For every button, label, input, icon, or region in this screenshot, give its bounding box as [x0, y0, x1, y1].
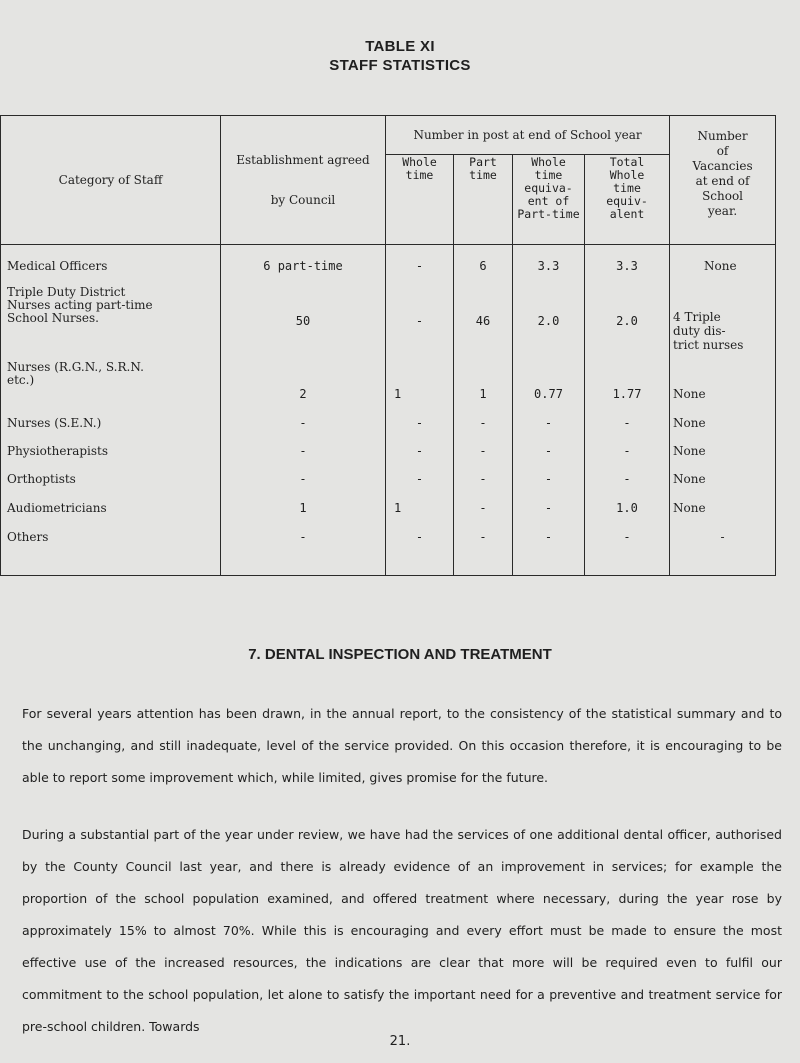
- cell-equivalent: -: [544, 416, 553, 430]
- column-total-equivalent: [585, 245, 670, 576]
- cell-category: Triple Duty District Nurses acting part-time School Nurses.: [7, 285, 153, 325]
- header-establishment: Establishment agreed by Council: [221, 116, 386, 245]
- cell-total: 1.0: [616, 501, 638, 515]
- header-category: Category of Staff: [1, 116, 221, 245]
- cell-part-time: -: [479, 416, 487, 430]
- table-bottom-rule: [1, 576, 776, 577]
- header-whole-time: [386, 155, 454, 245]
- header-number-in-post: Number in post at end of School year: [386, 116, 670, 155]
- table-subtitle: STAFF STATISTICS: [329, 57, 471, 74]
- cell-vacancies: None: [673, 501, 706, 515]
- cell-part-time: -: [479, 444, 487, 458]
- page-number: 21.: [389, 1034, 411, 1049]
- header-vacancies: Number of Vacancies at end of School year.: [670, 116, 776, 245]
- header-whole-time-text: Whole time: [402, 155, 437, 182]
- cell-equivalent: -: [544, 444, 553, 458]
- cell-whole-time: 1: [394, 501, 402, 515]
- header-whole-time-equivalent-text: Whole time equiva- ent of Part-time: [517, 155, 580, 221]
- header-part-time-text: Part time: [469, 155, 497, 182]
- table-title: TABLE XI: [365, 38, 435, 55]
- cell-whole-time: -: [415, 444, 424, 458]
- cell-category: Nurses (R.G.N., S.R.N. etc.): [7, 360, 144, 387]
- cell-vacancies: None: [673, 472, 706, 486]
- cell-equivalent: 2.0: [537, 314, 560, 328]
- section-heading: 7. DENTAL INSPECTION AND TREATMENT: [248, 646, 552, 663]
- cell-part-time: -: [479, 501, 487, 515]
- cell-category: Medical Officers: [7, 259, 108, 273]
- cell-part-time: -: [479, 472, 487, 486]
- body-paragraph: For several years attention has been drawn, in the annual report, to the consistency of the statistical summary and to the unchanging, and still inadequate, level of the service provided. On this occasion therefore, it is encouraging to be able to report some improvement which, while limited, gives promise for the future.: [22, 706, 782, 785]
- cell-equivalent: -: [544, 530, 553, 544]
- cell-total: -: [623, 416, 631, 430]
- column-category: [1, 245, 221, 576]
- cell-category: Others: [7, 530, 49, 544]
- cell-category: Physiotherapists: [7, 444, 109, 458]
- staff-statistics-table: [0, 115, 776, 576]
- column-vacancies: [670, 245, 776, 576]
- cell-establishment: -: [299, 472, 307, 486]
- cell-establishment: 2: [299, 387, 307, 401]
- cell-whole-time: -: [415, 259, 424, 273]
- column-part-time: [454, 245, 513, 576]
- cell-equivalent: 0.77: [534, 387, 563, 401]
- cell-establishment: 50: [295, 314, 311, 328]
- cell-part-time: 6: [479, 259, 487, 273]
- cell-vacancies: 4 Triple duty dis- trict nurses: [673, 310, 744, 352]
- cell-category: Orthoptists: [7, 472, 76, 486]
- cell-establishment: -: [299, 444, 307, 458]
- cell-total: -: [623, 530, 631, 544]
- cell-part-time: -: [479, 530, 487, 544]
- cell-whole-time: -: [415, 530, 424, 544]
- cell-equivalent: 3.3: [537, 259, 560, 273]
- cell-equivalent: -: [544, 501, 553, 515]
- cell-equivalent: -: [544, 472, 553, 486]
- cell-establishment: -: [299, 530, 307, 544]
- header-part-time: [454, 155, 513, 245]
- cell-establishment: 1: [299, 501, 307, 515]
- cell-total: -: [623, 444, 631, 458]
- cell-whole-time: -: [415, 472, 424, 486]
- header-total-equivalent: [585, 155, 670, 245]
- cell-establishment: -: [299, 416, 307, 430]
- body-paragraph: During a substantial part of the year under review, we have had the services of one additional dental officer, authorised by the County Council last year, and there is already evidence of an improvement in services; for example the proportion of the school population examined, and offered treatment where necessary, during the year rose by approximately 15% to almost 70%. While this is encouraging and every effort must be made to ensure the most effective use of the increased resources, the indications are clear that more will be required even to fulfil our commitment to the school population, let alone to satisfy the important need for a preventive and treatment service for pre-school children. Towards: [22, 827, 782, 1034]
- cell-total: 3.3: [616, 259, 638, 273]
- cell-category: Audiometricians: [7, 501, 107, 515]
- cell-total: -: [623, 472, 631, 486]
- header-total-equivalent-text: Total Whole time equiv- alent: [606, 155, 648, 221]
- cell-total: 1.77: [612, 387, 642, 401]
- cell-whole-time: 1: [394, 387, 402, 401]
- cell-vacancies: None: [673, 387, 706, 401]
- column-whole-time-equivalent: [513, 245, 585, 576]
- cell-whole-time: -: [415, 416, 424, 430]
- cell-part-time: 46: [475, 314, 491, 328]
- column-whole-time: [386, 245, 454, 576]
- cell-part-time: 1: [479, 387, 487, 401]
- cell-vacancies: None: [673, 444, 706, 458]
- table-body-row: [1, 245, 776, 576]
- cell-total: 2.0: [616, 314, 638, 328]
- cell-vacancies: None: [704, 259, 737, 273]
- cell-establishment: 6 part-time: [263, 259, 343, 273]
- cell-category: Nurses (S.E.N.): [7, 416, 102, 430]
- cell-vacancies: None: [673, 416, 706, 430]
- cell-vacancies: -: [720, 530, 725, 544]
- table-bottom-border: [1, 576, 776, 577]
- header-whole-time-equivalent: [513, 155, 585, 245]
- column-establishment: [221, 245, 386, 576]
- cell-whole-time: -: [415, 314, 424, 328]
